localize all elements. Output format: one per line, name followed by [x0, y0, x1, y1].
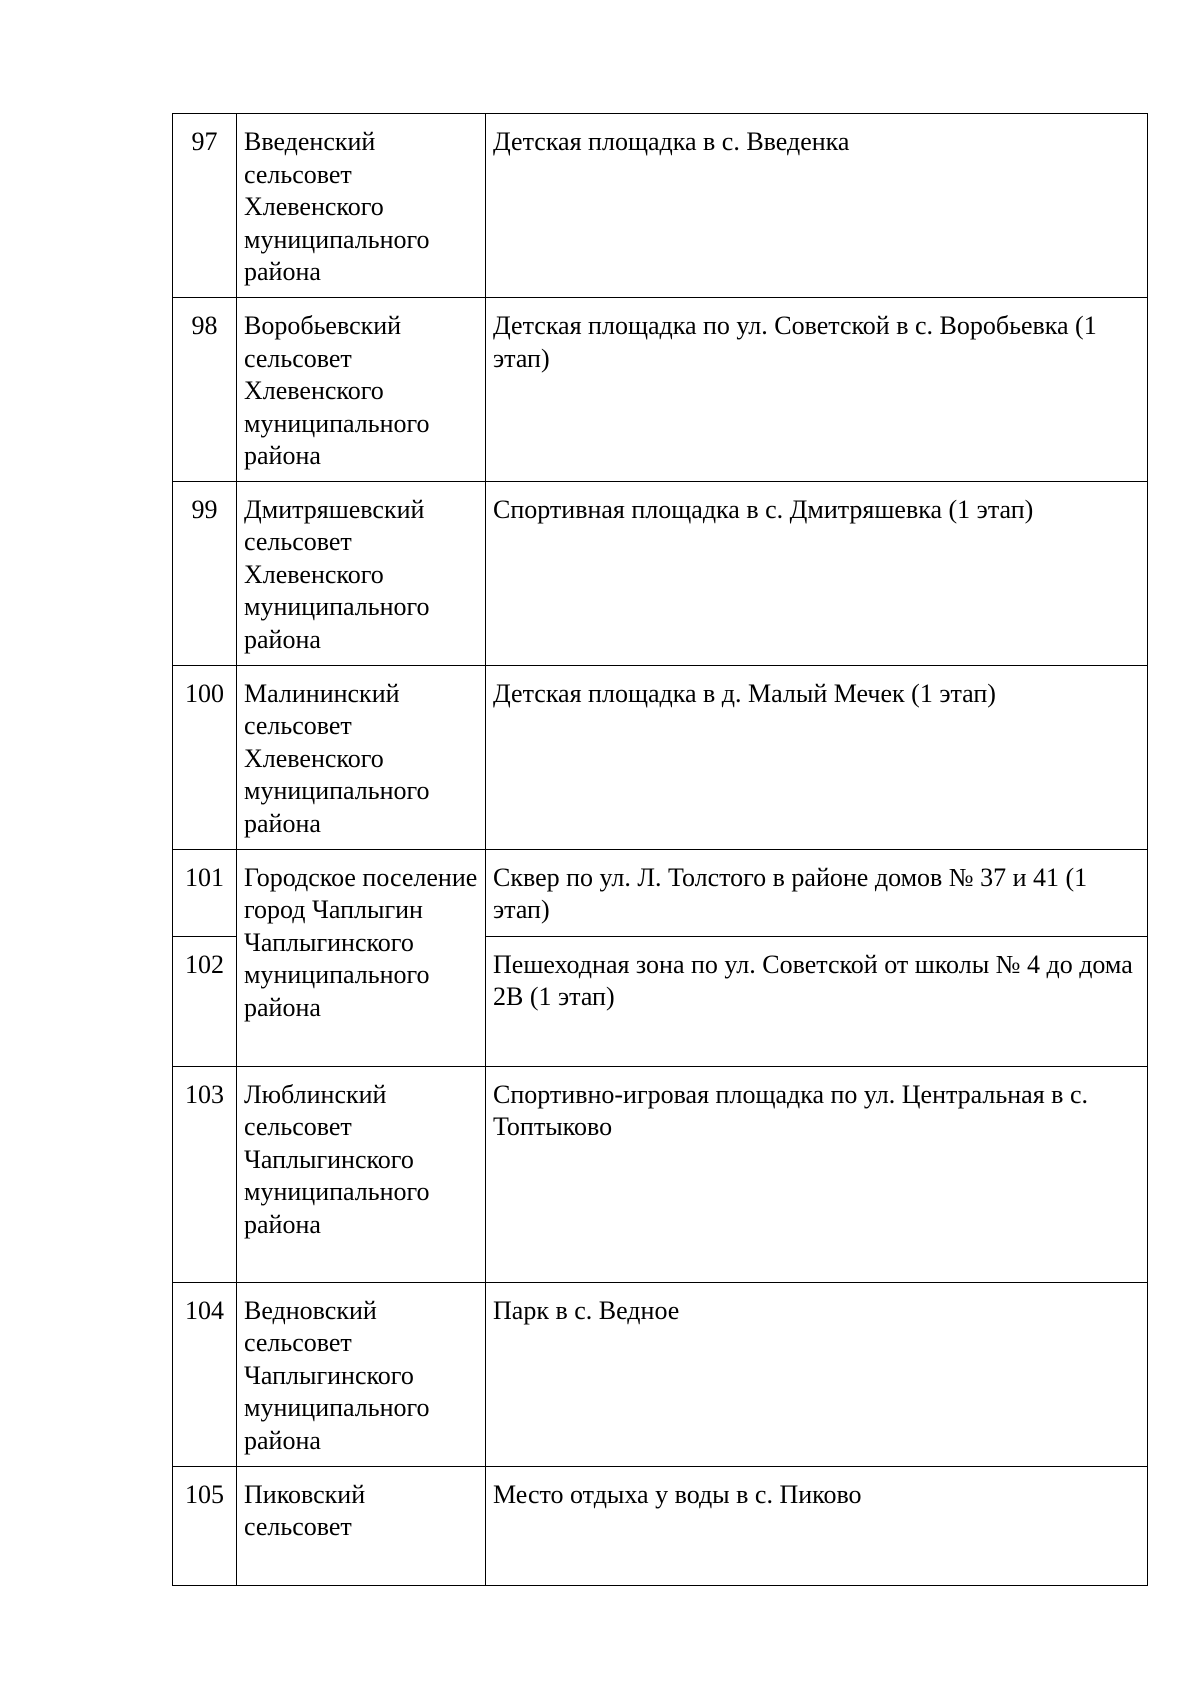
- project-object: Детская площадка в д. Малый Мечек (1 этап): [486, 665, 1148, 849]
- row-number: 102: [173, 936, 237, 1066]
- project-object: Место отдыха у воды в с. Пиково: [486, 1466, 1148, 1585]
- table-row: [173, 849, 1148, 936]
- row-number: 101: [173, 849, 237, 936]
- project-object: Сквер по ул. Л. Толстого в районе домов № 37 и 41 (1 этап): [486, 849, 1148, 936]
- table-row: [173, 481, 1148, 665]
- row-number: 103: [173, 1066, 237, 1282]
- municipality-name: Дмитряшевский сельсовет Хлевенского муниципального района: [237, 481, 486, 665]
- row-number: 98: [173, 298, 237, 482]
- table-row: [173, 114, 1148, 298]
- table-row: [173, 665, 1148, 849]
- table-row: [173, 1466, 1148, 1585]
- municipality-name: Введенский сельсовет Хлевенского муниципального района: [237, 114, 486, 298]
- municipality-name: Ведновский сельсовет Чаплыгинского муниципального района: [237, 1282, 486, 1466]
- row-number: 104: [173, 1282, 237, 1466]
- municipality-name: Люблинский сельсовет Чаплыгинского муниципального района: [237, 1066, 486, 1282]
- row-number: 97: [173, 114, 237, 298]
- row-number: 105: [173, 1466, 237, 1585]
- project-object: Парк в с. Ведное: [486, 1282, 1148, 1466]
- project-object: Детская площадка по ул. Советской в с. Воробьевка (1 этап): [486, 298, 1148, 482]
- row-number: 99: [173, 481, 237, 665]
- municipality-name: Городское поселение город Чаплыгин Чаплыгинского муниципального района: [237, 849, 486, 1066]
- municipality-name: Малининский сельсовет Хлевенского муниципального района: [237, 665, 486, 849]
- municipality-name: Воробьевский сельсовет Хлевенского муниципального района: [237, 298, 486, 482]
- project-object: Детская площадка в с. Введенка: [486, 114, 1148, 298]
- table-row: [173, 1066, 1148, 1282]
- project-object: Пешеходная зона по ул. Советской от школы № 4 до дома 2В (1 этап): [486, 936, 1148, 1066]
- table-row: [173, 1282, 1148, 1466]
- municipal-projects-table: [172, 113, 1148, 1586]
- project-object: Спортивно-игровая площадка по ул. Центральная в с. Топтыково: [486, 1066, 1148, 1282]
- project-object: Спортивная площадка в с. Дмитряшевка (1 этап): [486, 481, 1148, 665]
- table-row: [173, 298, 1148, 482]
- row-number: 100: [173, 665, 237, 849]
- municipality-name: Пиковский сельсовет: [237, 1466, 486, 1585]
